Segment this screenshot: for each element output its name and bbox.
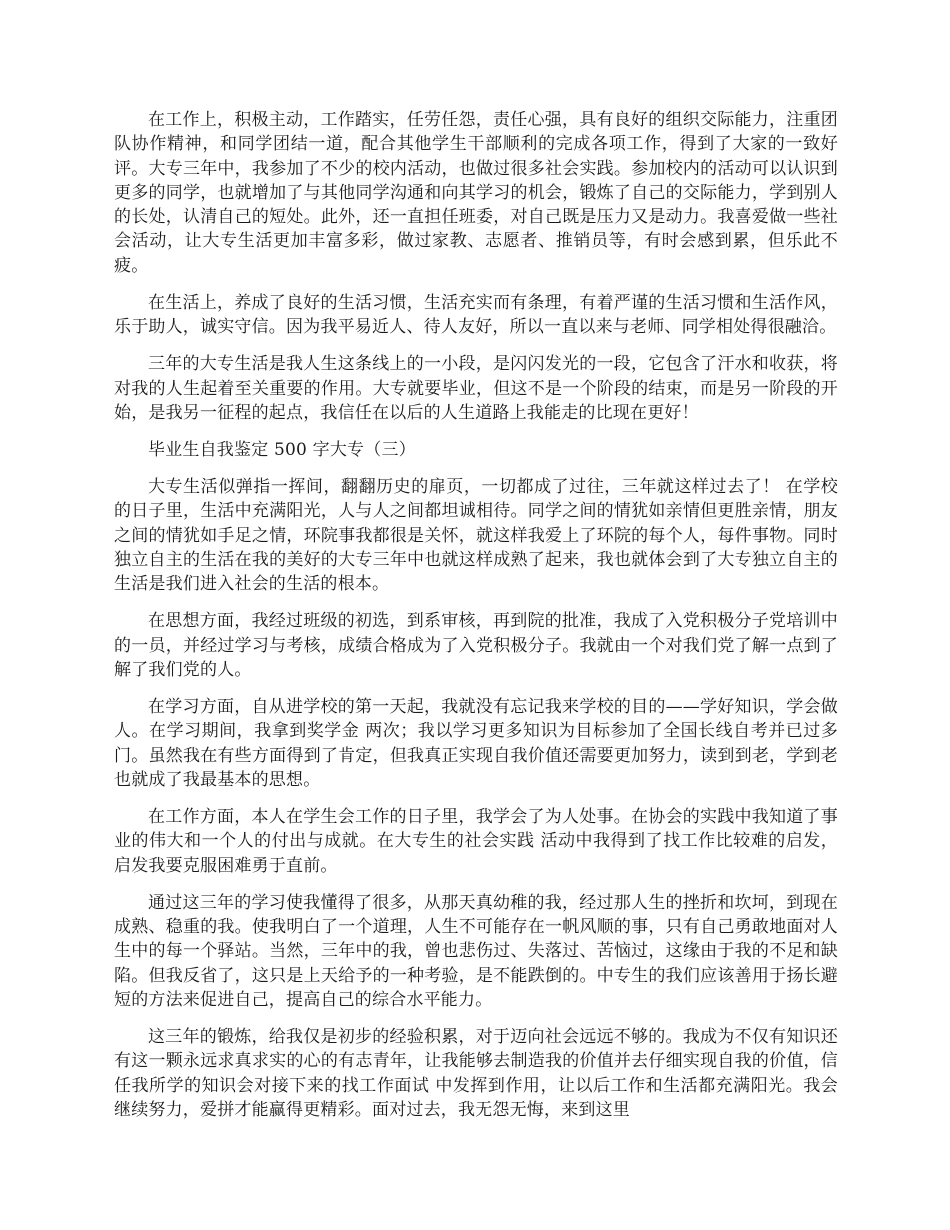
paragraph-life: 在生活上，养成了良好的生活习惯，生活充实而有条理，有着严谨的生活习惯和生活作风，乐于助人，诚实守信。因为我平易近人、待人友好，所以一直以来与老师、同学相处得很融洽。 xyxy=(114,292,838,338)
document-body xyxy=(114,108,838,1135)
paragraph-study: 在学习方面，自从进学校的第一天起，我就没有忘记我来学校的目的——学好知识，学会做人。在学习期间，我拿到奖学金 两次；我以学习更多知识为目标参加了全国长线自考并已过多门。虽然我在有些方面得到了肯定，但我真正实现自我价值还需要更加努力，读到到老，学到老也就成了我最基本的思想。 xyxy=(114,697,838,790)
paragraph-growth: 通过这三年的学习使我懂得了很多，从那天真幼稚的我，经过那人生的挫折和坎坷，到现在成熟、稳重的我。使我明白了一个道理，人生不可能存在一帆风顺的事，只有自己勇敢地面对人生中的每一个驿站。当然，三年中的我，曾也悲伤过、失落过、苦恼过，这缘由于我的不足和缺陷。但我反省了，这只是上天给予的一种考验，是不能跌倒的。中专生的我们应该善用于扬长避短的方法来促进自己，提高自己的综合水平能力。 xyxy=(114,892,838,1010)
paragraph-closing: 这三年的锻炼，给我仅是初步的经验积累，对于迈向社会远远不够的。我成为不仅有知识还有这一颗永远求真求实的心的有志青年，让我能够去制造我的价值并去仔细实现自我的价值，信任我所学的知识会对接下来的找工作面试 中发挥到作用，让以后工作和生活都充满阳光。我会继续努力，爱拼才能赢得更精彩。面对过去，我无怨无悔，来到这里 xyxy=(114,1026,838,1120)
paragraph-thought: 在思想方面，我经过班级的初选，到系审核，再到院的批准，我成了入党积极分子党培训中的一员，并经过学习与考核，成绩合格成为了入党积极分子。我就由一个对我们党了解一点到了解了我们党的人。 xyxy=(114,611,838,680)
paragraph-intro-three: 大专生活似弹指一挥间，翻翻历史的扉页，一切都成了过往，三年就这样过去了！ 在学校的日子里，生活中充满阳光，人与人之间都坦诚相待。同学之间的情犹如亲情但更胜亲情，朋友之间的情犹如手足之情，环院事我都很是关怀，就这样我爱上了环院的每个人，每件事物。同时独立自主的生活在我的美好的大专三年中也就这样成熟了起来，我也就体会到了大专独立自主的生活是我们进入社会的生活的根本。 xyxy=(114,477,838,595)
paragraph-work-three: 在工作方面，本人在学生会工作的日子里，我学会了为人处事。在协会的实践中我知道了事业的伟大和一个人的付出与成就。在大专生的社会实践 活动中我得到了找工作比较难的启发，启发我要克服困难勇于直前。 xyxy=(114,807,838,876)
paragraph-work: 在工作上，积极主动，工作踏实，任劳任怨，责任心强，具有良好的组织交际能力，注重团队协作精神，和同学团结一道，配合其他学生干部顺利的完成各项工作，得到了大家的一致好评。大专三年中，我参加了不少的校内活动，也做过很多社会实践。参加校内的活动可以认识到更多的同学，也就增加了与其他同学沟通和向其学习的机会，锻炼了自己的交际能力，学到别人的长处，认清自己的短处。此外，还一直担任班委，对自己既是压力又是动力。我喜爱做一些社会活动，让大专生活更加丰富多彩，做过家教、志愿者、推销员等，有时会感到累，但乐此不疲。 xyxy=(114,110,838,276)
paragraph-summary: 三年的大专生活是我人生这条线上的一小段，是闪闪发光的一段，它包含了汗水和收获，将对我的人生起着至关重要的作用。大专就要毕业，但这不是一个阶段的结束，而是另一阶段的开始，是我另一征程的起点，我信任在以后的人生道路上我能走的比现在更好！ xyxy=(114,354,838,423)
section-heading: 毕业生自我鉴定 500 字大专（三） xyxy=(148,439,416,460)
